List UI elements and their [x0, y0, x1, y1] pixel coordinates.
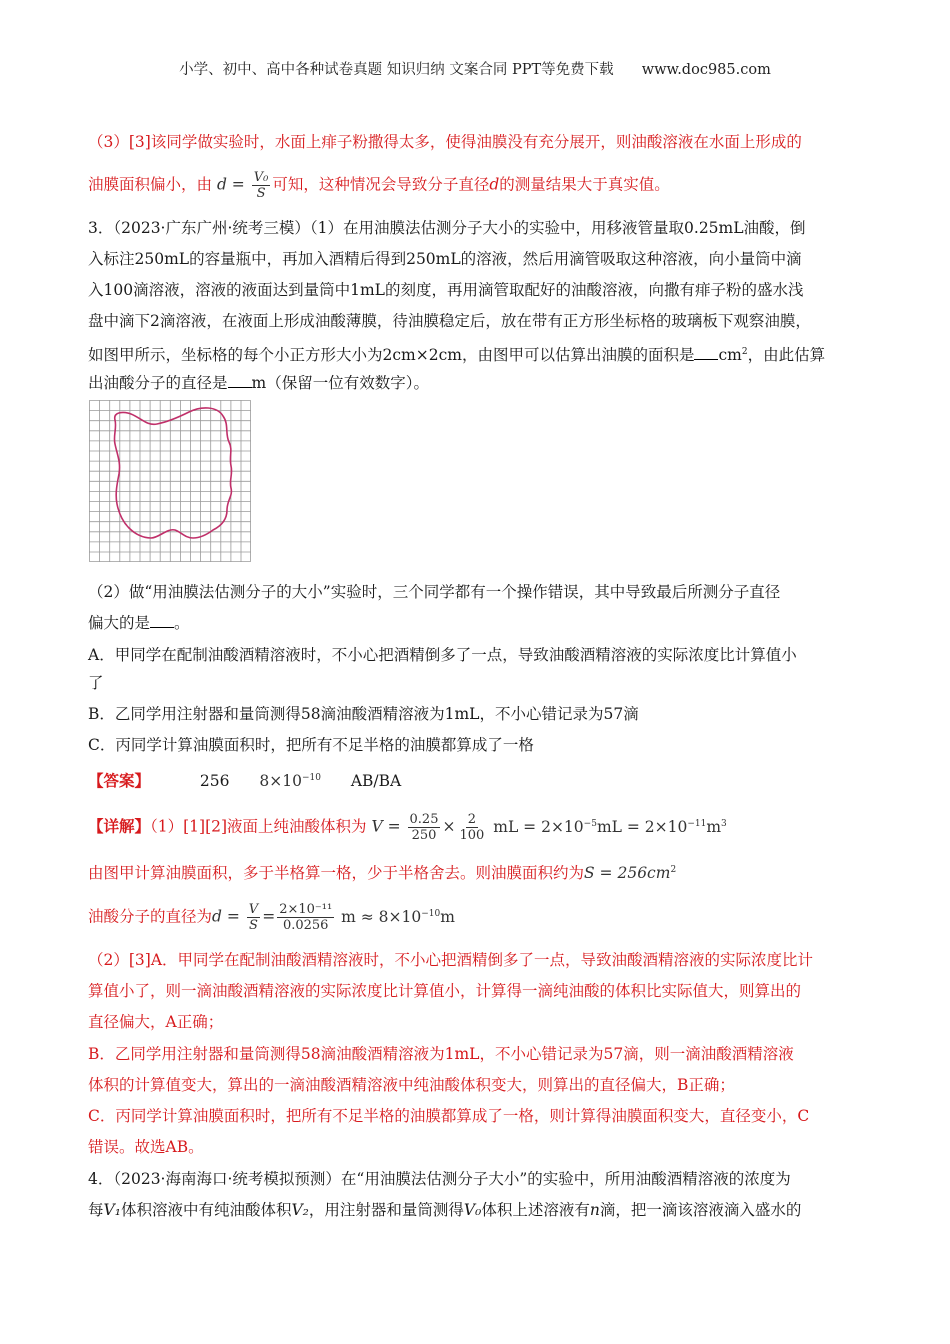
- q4-line1: 4．（2023·海南海口·统考模拟预测）在“用油膜法估测分子大小”的实验中，所用油酸酒精溶液的浓度为: [88, 1170, 791, 1188]
- answer-area: 256: [199, 772, 230, 791]
- page-header: [0, 58, 950, 79]
- q3-line3: 入100滴溶液，溶液的液面达到量筒中1mL的刻度，再用滴管取配好的油酸溶液，向撒有痱子粉的盛水浅: [88, 281, 804, 299]
- detail-line3: 油酸分子的直径为d = $\frac{V}{S}$ = $\frac{\text{2×10⁻¹¹}}{0.0256}$ $m \approx 8\times 10^{-10}m$: [88, 902, 455, 933]
- detail-line2: 由图甲计算油膜面积，多于半格算一格，少于半格舍去。则油膜面积约为$S = 256cm^2$: [88, 864, 677, 883]
- q3-line5: 如图甲所示，坐标格的每个小正方形大小为2cm×2cm，由图甲可以估算出油膜的面积是 $cm^2$，由此估算: [88, 346, 826, 365]
- option-c: C．丙同学计算油膜面积时，把所有不足半格的油膜都算成了一格: [88, 736, 534, 754]
- q4-line2: 每V₁体积溶液中有纯油酸体积V₂，用注射器和量筒测得V₀体积上述溶液有n滴，把一滴该溶液滴入盛水的: [88, 1201, 802, 1219]
- header-text: 小学、初中、高中各种试卷真题 知识归纳 文案合同 PPT等免费下载: [179, 62, 614, 78]
- detail2-line2: 算值小了，则一滴油酸酒精溶液的实际浓度比计算值小，计算得一滴纯油酸的体积比实际值大，则算出的: [88, 982, 802, 1000]
- answer-choice: AB/BA: [350, 772, 402, 791]
- answer-blank-area: [694, 345, 718, 360]
- detail-line1: 【详解】（1）[1][2]液面上纯油酸体积为 V = $\frac{0.25}{250}$ × $\frac{2}{100}$ mL = $2\times 10^{-5}mL = 2\times 10^{-11}m^3$: [88, 812, 727, 843]
- q3-line6: 出油酸分子的直径是 m（保留一位有效数字）。: [88, 374, 429, 392]
- answer-blank-choice: [150, 613, 174, 628]
- prev-part3-line1: （3）[3]该同学做实验时，水面上痱子粉撒得太多，使得油膜没有充分展开，则油酸溶液在水面上形成的: [88, 133, 802, 151]
- fraction-v0-over-s: $\frac{\text{V₀}}{S}$: [253, 170, 269, 201]
- answer-blank-diameter: [228, 373, 252, 388]
- header-site: www.doc985.com: [641, 62, 771, 78]
- detail2-line7: 错误。故选AB。: [88, 1138, 204, 1156]
- detail2-line4: B．乙同学用注射器和量筒测得58滴油酸酒精溶液为1mL，不小心错记录为57滴，则一滴油酸酒精溶液: [88, 1045, 794, 1063]
- prev-part3-line2: 油膜面积偏小，由 d = $\frac{\text{V₀}}{S}$ 可知，这种情况会导致分子直径d的测量结果大于真实值。: [88, 170, 670, 201]
- oil-film-grid-figure: [89, 400, 251, 562]
- q3-part2-line2: 偏大的是 。: [88, 614, 190, 632]
- q3-line1: 3．（2023·广东广州·统考三模）（1）在用油膜法估测分子大小的实验中，用移液管量取0.25mL油酸，倒: [88, 219, 806, 237]
- detail2-line5: 体积的计算值变大，算出的一滴油酸酒精溶液中纯油酸体积变大，则算出的直径偏大，B正确；: [88, 1076, 735, 1094]
- option-a-line2: 了: [88, 674, 104, 692]
- answer-diameter: $8\times 10^{-10}$: [259, 772, 321, 791]
- option-b: B．乙同学用注射器和量筒测得58滴油酸酒精溶液为1mL，不小心错记录为57滴: [88, 705, 639, 723]
- q3-line4: 盘中滴下2滴溶液，在液面上形成油酸薄膜，待油膜稳定后，放在带有正方形坐标格的玻璃板下观察油膜，: [88, 312, 811, 330]
- q3-line2: 入标注250mL的容量瓶中，再加入酒精后得到250mL的溶液，然后用滴管吸取这种溶液，向小量筒中滴: [88, 250, 802, 268]
- q3-part2-line1: （2）做“用油膜法估测分子的大小”实验时，三个同学都有一个操作错误，其中导致最后所测分子直径: [88, 583, 781, 601]
- option-a-line1: A．甲同学在配制油酸酒精溶液时，不小心把酒精倒多了一点，导致油酸酒精溶液的实际浓度比计算值小: [88, 646, 797, 664]
- answer-line: [88, 767, 878, 792]
- detail2-line3: 直径偏大，A正确；: [88, 1013, 224, 1031]
- answer-label: 【答案】: [88, 771, 151, 791]
- oil-film-outline: [114, 408, 231, 538]
- detail2-line1: （2）[3]A．甲同学在配制油酸酒精溶液时，不小心把酒精倒多了一点，导致油酸酒精溶液的实际浓度比计: [88, 951, 814, 969]
- detail2-line6: C．丙同学计算油膜面积时，把所有不足半格的油膜都算成了一格，则计算得油膜面积变大，直径变小，C: [88, 1107, 810, 1125]
